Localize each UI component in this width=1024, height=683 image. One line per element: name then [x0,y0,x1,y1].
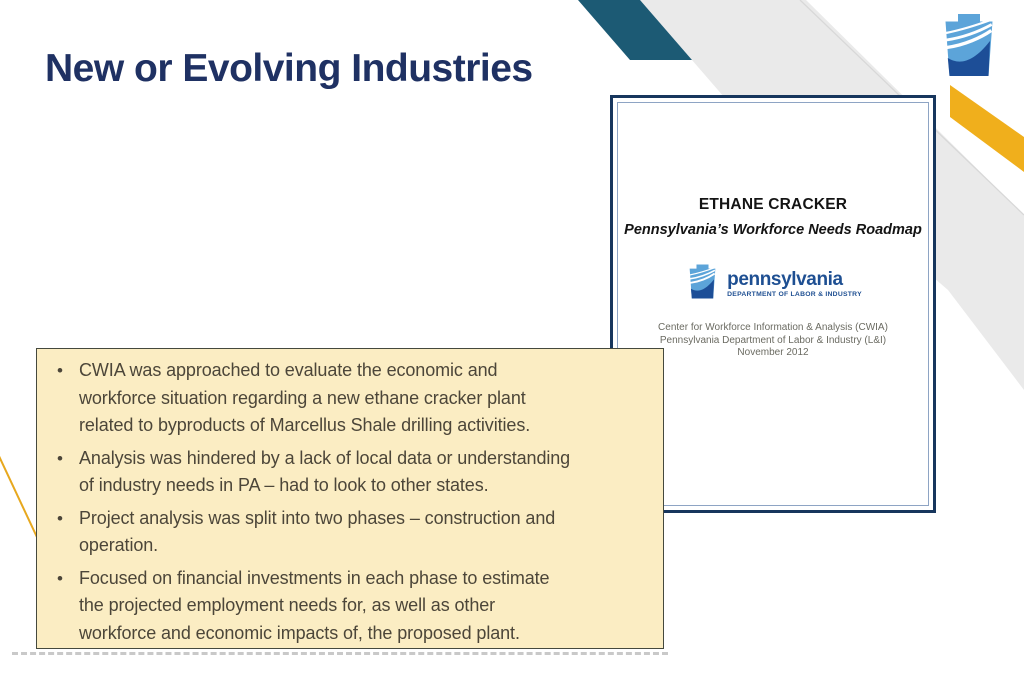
note-item [54,445,655,500]
note-item [54,565,655,648]
note-text: Focused on financial investments in each phase to estimate the projected employment needs for, as well as other workforce and economic impacts of, the proposed plant. [79,567,550,643]
pa-dept-logo [613,264,933,299]
note-item [54,505,655,560]
bullet-icon: • [57,508,63,528]
notes-box [36,348,664,649]
pa-logo-name: pennsylvania [727,269,843,290]
report-footer-line: Pennsylvania Department of Labor & Industry (L&I) [659,334,887,346]
pa-logo-text-block [727,264,862,298]
dashed-shadow-line [12,652,668,655]
report-subtitle: Pennsylvania’s Workforce Needs Roadmap [624,222,922,238]
bullet-icon: • [57,448,63,468]
note-text: Project analysis was split into two phases – construction and operation. [79,507,556,555]
keystone-logo-icon [938,13,1000,77]
report-footer-line: November 2012 [737,347,809,358]
note-text: CWIA was approached to evaluate the economic and workforce situation regarding a new ethane cracker plant related to byproducts of Marcellus Shale drilling activities. [79,360,531,435]
note-text: Analysis was hindered by a lack of local data or understanding of industry needs in PA – had to look to other states. [79,447,571,495]
pa-logo-keystone-icon [684,264,721,299]
page-title: New or Evolving Industries [45,47,533,90]
bullet-icon: • [57,568,63,588]
report-footer-line: Center for Workforce Information & Analysis (CWIA) [658,322,888,333]
bullet-icon: • [57,361,63,380]
pa-logo-department: DEPARTMENT OF LABOR & INDUSTRY [727,291,862,298]
note-item [54,357,655,440]
report-title: ETHANE CRACKER [698,196,848,213]
